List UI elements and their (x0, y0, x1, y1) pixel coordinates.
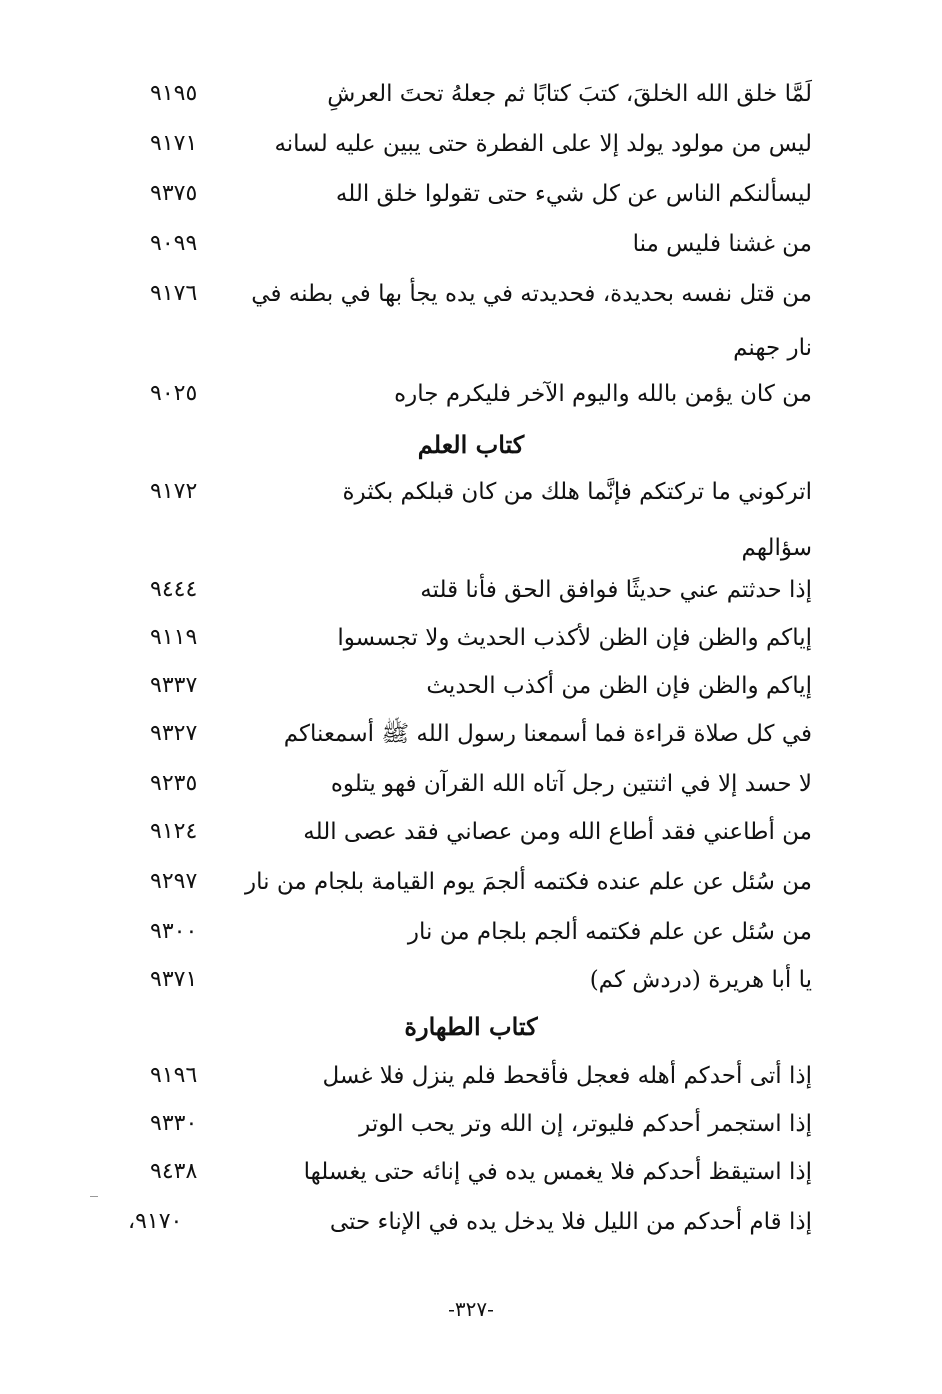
list-item (0, 382, 942, 412)
hadith-number: ٩٠٢٥ (150, 381, 198, 406)
hadith-number: ٩١٢٤ (150, 819, 198, 844)
hadith-number: ٩١٧٠، (128, 1209, 183, 1234)
hadith-number: ٩١٧٢ (150, 479, 198, 504)
hadith-text: اتركوني ما تركتكم فإنَّما هلك من كان قبلكم بكثرة (342, 479, 812, 505)
hadith-text: من سُئل عن علم فكتمه ألجم بلجام من نار (407, 919, 812, 945)
hadith-text: إياكم والظن فإن الظن من أكذب الحديث (426, 673, 812, 699)
list-item (0, 82, 942, 112)
hadith-text: إذا حدثتم عني حديثًا فوافق الحق فأنا قلته (420, 577, 812, 603)
hadith-text: إذا استجمر أحدكم فليوتر، إن الله وتر يحب الوتر (359, 1111, 812, 1137)
hadith-number: ٩١٩٥ (150, 81, 198, 106)
hadith-number: ٩٣٢٧ (150, 721, 198, 746)
hadith-text: يا أبا هريرة (دردش كم) (589, 967, 812, 993)
list-item (0, 480, 942, 560)
hadith-text: إذا قام أحدكم من الليل فلا يدخل يده في الإناء حتى (329, 1209, 812, 1235)
margin-mark (90, 1196, 98, 1197)
list-item (0, 132, 942, 162)
hadith-number: ٩١٧١ (150, 131, 198, 156)
hadith-text: من أطاعني فقد أطاع الله ومن عصاني فقد عصى الله (303, 819, 812, 845)
hadith-text: من سُئل عن علم عنده فكتمه ألجمَ يوم القيامة بلجام من نار (245, 869, 812, 895)
hadith-number: ٩٤٤٤ (150, 577, 198, 602)
list-item (0, 820, 942, 850)
hadith-text: في كل صلاة قراءة فما أسمعنا رسول الله ﷺ أسمعناكم (283, 721, 812, 747)
hadith-number: ٩٢٣٥ (150, 771, 198, 796)
hadith-number: ٩٤٣٨ (150, 1159, 198, 1184)
hadith-text: ليسألنكم الناس عن كل شيء حتى تقولوا خلق الله (335, 181, 812, 207)
list-item (0, 1064, 942, 1094)
hadith-number: ٩٣٣٠ (150, 1111, 198, 1136)
list-item (0, 722, 942, 752)
list-item (0, 920, 942, 950)
hadith-text-continued: سؤالهم (741, 535, 812, 561)
hadith-number: ٩٣٠٠ (150, 919, 198, 944)
section-heading: كتاب الطهارة (404, 1012, 538, 1041)
list-item (0, 232, 942, 262)
hadith-text: لَمَّا خلق الله الخلقَ، كتبَ كتابًا ثم جعلهُ تحتَ العرشِ (327, 81, 812, 107)
list-item (0, 772, 942, 802)
page-number: -٣٢٧- (448, 1297, 494, 1321)
list-item (0, 674, 942, 704)
hadith-number: ٩٣٧١ (150, 967, 198, 992)
hadith-text: من غشنا فليس منا (632, 231, 812, 257)
hadith-number: ٩٣٣٧ (150, 673, 198, 698)
list-item (0, 626, 942, 656)
hadith-text: من كان يؤمن بالله واليوم الآخر فليكرم جاره (394, 381, 812, 407)
section-heading: كتاب العلم (417, 430, 525, 459)
hadith-number: ٩١٧٦ (150, 281, 198, 306)
hadith-number: ٩٣٧٥ (150, 181, 198, 206)
hadith-number: ٩٢٩٧ (150, 869, 198, 894)
hadith-number: ٩٠٩٩ (150, 231, 198, 256)
list-item (0, 578, 942, 608)
hadith-text: ليس من مولود يولد إلا على الفطرة حتى يبين عليه لسانه (274, 131, 812, 157)
hadith-number: ٩١١٩ (150, 625, 198, 650)
hadith-text: إياكم والظن فإن الظن لأكذب الحديث ولا تجسسوا (337, 625, 812, 651)
list-item (0, 1112, 942, 1142)
list-item (0, 1160, 942, 1190)
list-item (0, 1210, 942, 1240)
hadith-text: إذا استيقظ أحدكم فلا يغمس يده في إنائه حتى يغسلها (303, 1159, 812, 1185)
hadith-text: إذا أتى أحدكم أهله فعجل فأقحط فلم ينزل فلا غسل (322, 1063, 812, 1089)
hadith-text: من قتل نفسه بحديدة، فحديدته في يده يجأ بها في بطنه في (251, 281, 812, 307)
hadith-number: ٩١٩٦ (150, 1063, 198, 1088)
hadith-text-continued: نار جهنم (733, 335, 812, 361)
hadith-text: لا حسد إلا في اثنتين رجل آتاه الله القرآن فهو يتلوه (330, 771, 812, 797)
list-item (0, 968, 942, 998)
list-item (0, 182, 942, 212)
list-item (0, 870, 942, 900)
list-item (0, 282, 942, 362)
